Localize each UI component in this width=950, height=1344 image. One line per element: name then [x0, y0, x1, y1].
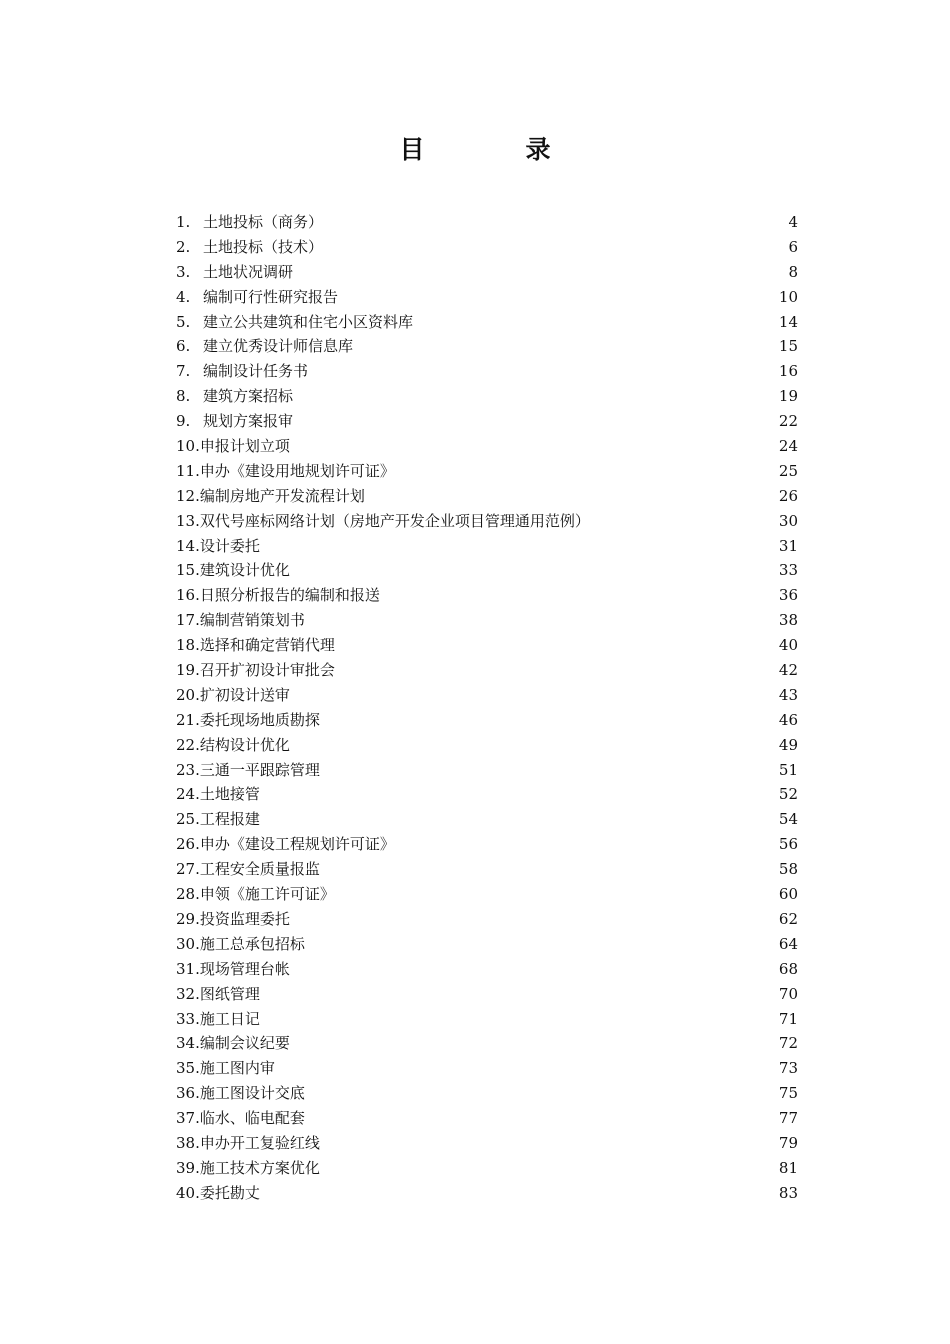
toc-entry-number: 33. — [176, 1009, 200, 1028]
toc-entry-title: 申办开工复验红线 — [199, 1133, 320, 1152]
toc-entry-label — [176, 683, 290, 708]
toc-entry-number: 11. — [176, 461, 200, 480]
toc-entry[interactable] — [176, 310, 798, 335]
toc-entry-page-number: 14 — [778, 312, 798, 331]
toc-entry-page-number: 10 — [778, 287, 798, 306]
toc-entry-number: 24. — [176, 785, 200, 804]
toc-entry-page-number: 60 — [778, 885, 798, 904]
toc-entry[interactable] — [176, 210, 798, 235]
toc-entry-number: 35. — [176, 1059, 200, 1078]
toc-entry[interactable] — [176, 832, 798, 857]
toc-entry-title: 土地投标（商务） — [203, 213, 324, 231]
toc-entry[interactable] — [176, 558, 798, 583]
toc-entry-page-number: 25 — [778, 461, 798, 480]
toc-entry-title: 编制可行性研究报告 — [203, 287, 339, 306]
toc-entry[interactable] — [176, 384, 798, 409]
toc-entry-page-number: 58 — [778, 860, 798, 879]
toc-entry-label — [176, 210, 323, 235]
toc-entry-title: 土地状况调研 — [203, 262, 294, 281]
toc-entry-page-number: 16 — [778, 362, 798, 381]
page-title: 目 录 — [399, 135, 589, 164]
toc-entry-title: 编制会议纪要 — [199, 1034, 290, 1053]
toc-entry-label — [176, 733, 290, 758]
toc-entry-title: 设计委托 — [199, 536, 260, 555]
toc-entry-label — [176, 558, 290, 583]
toc-entry-title: 召开扩初设计审批会 — [199, 661, 335, 680]
toc-entry-page-number: 73 — [778, 1059, 798, 1078]
toc-entry[interactable] — [176, 334, 798, 359]
toc-entry[interactable] — [176, 882, 798, 907]
toc-entry[interactable] — [176, 708, 798, 733]
toc-entry[interactable] — [176, 758, 798, 783]
toc-entry[interactable] — [176, 359, 798, 384]
toc-entry[interactable] — [176, 1031, 798, 1056]
toc-entry[interactable] — [176, 459, 798, 484]
toc-entry-title: 委托勘丈 — [199, 1183, 260, 1202]
toc-entry-number: 1. — [176, 213, 191, 231]
toc-entry-page-number: 40 — [778, 636, 798, 655]
toc-entry[interactable] — [176, 484, 798, 509]
toc-entry-number: 5. — [176, 312, 191, 331]
toc-entry-page-number: 36 — [778, 586, 798, 605]
toc-entry-title: 图纸管理 — [199, 984, 260, 1003]
toc-entry-number: 19. — [176, 661, 200, 680]
toc-entry-label — [176, 509, 590, 534]
toc-entry-title: 投资监理委托 — [199, 909, 290, 928]
toc-entry-page-number: 26 — [778, 486, 798, 505]
toc-entry-label — [176, 882, 335, 907]
toc-entry-page-number: 64 — [778, 934, 798, 953]
toc-entry[interactable] — [176, 633, 798, 658]
toc-entry-label — [176, 608, 305, 633]
toc-entry-label — [176, 932, 305, 957]
toc-entry[interactable] — [176, 434, 798, 459]
toc-entry-number: 37. — [176, 1109, 200, 1128]
toc-entry-title: 委托现场地质勘探 — [199, 710, 320, 729]
toc-entry-title: 结构设计优化 — [199, 735, 290, 754]
toc-entry[interactable] — [176, 1056, 798, 1081]
toc-entry[interactable] — [176, 1081, 798, 1106]
toc-entry-page-number: 71 — [778, 1009, 798, 1028]
toc-entry-number: 4. — [176, 287, 191, 306]
toc-entry-page-number: 4 — [788, 213, 798, 231]
toc-entry[interactable] — [176, 608, 798, 633]
toc-entry-label — [176, 807, 260, 832]
toc-entry-number: 18. — [176, 636, 200, 655]
toc-entry-title: 施工图设计交底 — [199, 1084, 305, 1103]
toc-entry-page-number: 30 — [778, 511, 798, 530]
toc-entry-label — [176, 758, 320, 783]
toc-entry-number: 10. — [176, 437, 200, 456]
toc-entry[interactable] — [176, 235, 798, 260]
toc-entry-title: 现场管理台帐 — [199, 959, 290, 978]
toc-entry-title: 编制设计任务书 — [203, 362, 309, 381]
toc-entry-label — [176, 285, 338, 310]
toc-entry[interactable] — [176, 534, 798, 559]
toc-entry-label — [176, 1081, 305, 1106]
toc-entry-title: 建筑方案招标 — [203, 387, 294, 406]
toc-entry-title: 三通一平跟踪管理 — [199, 760, 320, 779]
toc-entry[interactable] — [176, 857, 798, 882]
toc-entry-page-number: 15 — [778, 337, 798, 356]
toc-entry-number: 8. — [176, 387, 191, 406]
toc-entry-title: 临水、临电配套 — [199, 1109, 305, 1128]
toc-entry[interactable] — [176, 509, 798, 534]
toc-entry-label — [176, 1031, 290, 1056]
toc-entry-page-number: 68 — [778, 959, 798, 978]
toc-entry-page-number: 83 — [778, 1183, 798, 1202]
toc-entry-page-number: 75 — [778, 1084, 798, 1103]
toc-entry-page-number: 24 — [778, 437, 798, 456]
toc-entry-label — [176, 1106, 305, 1131]
toc-entry-label — [176, 534, 260, 559]
toc-entry-page-number: 8 — [788, 262, 798, 281]
toc-entry-number: 31. — [176, 959, 200, 978]
toc-entry-label — [176, 1156, 320, 1181]
toc-entry-number: 15. — [176, 561, 200, 580]
toc-entry-number: 40. — [176, 1183, 200, 1202]
toc-entry-label — [176, 832, 395, 857]
toc-entry-page-number: 38 — [778, 611, 798, 630]
toc-entry-number: 38. — [176, 1133, 200, 1152]
toc-entry-label — [176, 310, 413, 335]
toc-entry-page-number: 22 — [778, 412, 798, 431]
table-of-contents — [176, 210, 798, 1206]
toc-entry-page-number: 49 — [778, 735, 798, 754]
toc-entry-page-number: 81 — [778, 1158, 798, 1177]
toc-entry-title: 申办《建设工程规划许可证》 — [199, 835, 395, 854]
toc-entry-title: 建立优秀设计师信息库 — [203, 337, 354, 356]
toc-entry-page-number: 52 — [778, 785, 798, 804]
toc-entry-label — [176, 459, 395, 484]
toc-entry-label — [176, 260, 293, 285]
toc-entry-number: 6. — [176, 337, 191, 356]
toc-entry-page-number: 19 — [778, 387, 798, 406]
toc-entry-title: 扩初设计送审 — [199, 685, 290, 704]
toc-entry-title: 日照分析报告的编制和报送 — [199, 586, 380, 605]
toc-entry-page-number: 54 — [778, 810, 798, 829]
toc-entry-label — [176, 384, 293, 409]
toc-entry-label — [176, 1131, 320, 1156]
toc-entry-number: 28. — [176, 885, 200, 904]
toc-entry[interactable] — [176, 658, 798, 683]
toc-entry-label — [176, 1056, 275, 1081]
toc-entry-label — [176, 658, 335, 683]
toc-entry[interactable] — [176, 1106, 798, 1131]
toc-entry[interactable] — [176, 807, 798, 832]
toc-entry-number: 21. — [176, 710, 200, 729]
toc-entry[interactable] — [176, 1156, 798, 1181]
toc-entry-page-number: 70 — [778, 984, 798, 1003]
toc-entry-label — [176, 334, 353, 359]
toc-entry-number: 34. — [176, 1034, 200, 1053]
toc-entry-title: 申领《施工许可证》 — [199, 885, 335, 904]
toc-entry[interactable] — [176, 1007, 798, 1032]
toc-entry-title: 建立公共建筑和住宅小区资料库 — [203, 312, 414, 331]
toc-entry-title: 编制房地产开发流程计划 — [199, 486, 365, 505]
toc-entry-number: 13. — [176, 511, 200, 530]
toc-entry-page-number: 79 — [778, 1133, 798, 1152]
toc-entry[interactable] — [176, 733, 798, 758]
toc-entry-title: 施工总承包招标 — [199, 934, 305, 953]
toc-entry-label — [176, 857, 320, 882]
toc-entry-number: 16. — [176, 586, 200, 605]
toc-entry-label — [176, 782, 260, 807]
toc-entry-label — [176, 434, 290, 459]
toc-entry-title: 土地投标（技术） — [203, 237, 324, 256]
toc-entry-title: 申办《建设用地规划许可证》 — [199, 461, 395, 480]
toc-entry-title: 申报计划立项 — [199, 437, 290, 456]
toc-entry-page-number: 33 — [778, 561, 798, 580]
toc-entry[interactable] — [176, 782, 798, 807]
toc-entry-page-number: 51 — [778, 760, 798, 779]
toc-entry-number: 2. — [176, 237, 191, 256]
toc-entry[interactable] — [176, 982, 798, 1007]
toc-entry-page-number: 56 — [778, 835, 798, 854]
toc-entry-title: 编制营销策划书 — [199, 611, 305, 630]
toc-entry[interactable] — [176, 409, 798, 434]
toc-entry-label — [176, 235, 323, 260]
toc-entry-label — [176, 409, 293, 434]
toc-entry[interactable] — [176, 260, 798, 285]
toc-entry-number: 12. — [176, 486, 200, 505]
toc-entry[interactable] — [176, 1131, 798, 1156]
toc-entry-number: 9. — [176, 412, 191, 431]
toc-entry-label — [176, 708, 320, 733]
toc-entry-number: 22. — [176, 735, 200, 754]
toc-entry-page-number: 77 — [778, 1109, 798, 1128]
toc-entry-title: 建筑设计优化 — [199, 561, 290, 580]
toc-entry[interactable] — [176, 1181, 798, 1206]
toc-entry-label — [176, 957, 290, 982]
toc-entry-number: 20. — [176, 685, 200, 704]
toc-entry-number: 23. — [176, 760, 200, 779]
toc-entry-number: 3. — [176, 262, 191, 281]
toc-entry-label — [176, 1181, 260, 1206]
toc-entry-title: 施工技术方案优化 — [199, 1158, 320, 1177]
toc-entry-label — [176, 633, 335, 658]
toc-entry[interactable] — [176, 932, 798, 957]
toc-entry-page-number: 62 — [778, 909, 798, 928]
toc-entry-number: 29. — [176, 909, 200, 928]
toc-entry-title: 工程报建 — [199, 810, 260, 829]
toc-entry-title: 施工图内审 — [199, 1059, 275, 1078]
toc-entry-title: 工程安全质量报监 — [199, 860, 320, 879]
toc-entry-page-number: 43 — [778, 685, 798, 704]
toc-entry[interactable] — [176, 285, 798, 310]
toc-entry-number: 27. — [176, 860, 200, 879]
toc-entry-number: 14. — [176, 536, 200, 555]
toc-entry-number: 39. — [176, 1158, 200, 1177]
toc-entry-title: 土地接管 — [199, 785, 260, 804]
toc-entry-label — [176, 907, 290, 932]
toc-entry-page-number: 46 — [778, 710, 798, 729]
toc-entry-label — [176, 359, 308, 384]
toc-entry-label — [176, 982, 260, 1007]
toc-entry-number: 32. — [176, 984, 200, 1003]
toc-entry[interactable] — [176, 907, 798, 932]
toc-entry-number: 25. — [176, 810, 200, 829]
toc-entry-title: 规划方案报审 — [203, 412, 294, 431]
toc-entry-number: 7. — [176, 362, 191, 381]
toc-entry-title: 选择和确定营销代理 — [199, 636, 335, 655]
toc-entry[interactable] — [176, 957, 798, 982]
toc-entry-page-number: 72 — [778, 1034, 798, 1053]
toc-entry-number: 36. — [176, 1084, 200, 1103]
toc-entry[interactable] — [176, 583, 798, 608]
toc-entry-title: 施工日记 — [199, 1009, 260, 1028]
toc-entry-page-number: 6 — [788, 237, 798, 256]
toc-entry-label — [176, 583, 380, 608]
toc-entry[interactable] — [176, 683, 798, 708]
toc-entry-number: 17. — [176, 611, 200, 630]
toc-entry-label — [176, 1007, 260, 1032]
toc-entry-number: 26. — [176, 835, 200, 854]
toc-entry-label — [176, 484, 365, 509]
toc-entry-page-number: 42 — [778, 661, 798, 680]
toc-entry-number: 30. — [176, 934, 200, 953]
toc-entry-title: 双代号座标网络计划（房地产开发企业项目管理通用范例） — [199, 511, 590, 530]
toc-entry-page-number: 31 — [778, 536, 798, 555]
